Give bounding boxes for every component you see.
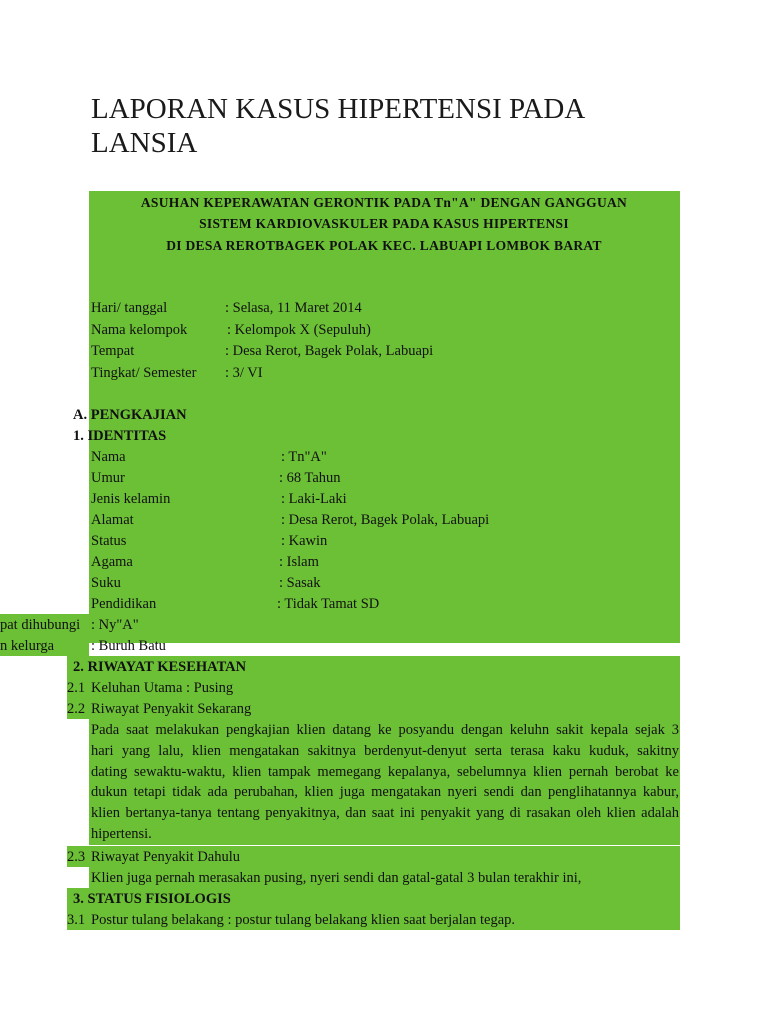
- info-label: Tempat: [91, 343, 135, 359]
- identitas-value: : Tn"A": [281, 449, 327, 465]
- contact-person-value: : Ny"A": [91, 617, 139, 633]
- identitas-value: : Kawin: [281, 533, 328, 549]
- riwayat-sekarang-paragraph: [91, 720, 679, 845]
- identitas-label: Status: [91, 533, 127, 549]
- section-a-heading: A. PENGKAJIAN: [73, 407, 187, 423]
- section-2-heading: 2. RIWAYAT KESEHATAN: [73, 659, 247, 675]
- identitas-value: : Laki-Laki: [281, 491, 347, 507]
- item-3-1-text: Postur tulang belakang : postur tulang belakang klien saat berjalan tegap.: [91, 912, 516, 928]
- item-2-1-text: Keluhan Utama : Pusing: [91, 680, 234, 696]
- identitas-label: Jenis kelamin: [91, 491, 171, 507]
- info-value: : Selasa, 11 Maret 2014: [225, 300, 362, 316]
- identitas-label: Umur: [91, 470, 125, 486]
- document-title: [91, 92, 671, 160]
- identitas-label: Suku: [91, 575, 121, 591]
- identitas-value: : 68 Tahun: [279, 470, 341, 486]
- identitas-label: Nama: [91, 449, 126, 465]
- identitas-value: : Tidak Tamat SD: [277, 596, 380, 612]
- identitas-label: Alamat: [91, 512, 134, 528]
- identitas-value: : Islam: [279, 554, 319, 570]
- title-line-2: LANSIA: [91, 127, 198, 159]
- identitas-value: : Sasak: [279, 575, 321, 591]
- section-3-heading: 3. STATUS FISIOLOGIS: [73, 891, 231, 907]
- title-line-1: LAPORAN KASUS HIPERTENSI PADA: [91, 93, 586, 125]
- identitas-label: Agama: [91, 554, 133, 570]
- info-value: : 3/ VI: [225, 365, 263, 381]
- item-2-3-text: Riwayat Penyakit Dahulu: [91, 849, 241, 865]
- info-value: : Kelompok X (Sepuluh): [227, 322, 371, 338]
- item-2-3-number: 2.3: [67, 849, 86, 865]
- item-2-2-text: Riwayat Penyakit Sekarang: [91, 701, 252, 717]
- family-occupation-label: n kelurga: [0, 638, 55, 654]
- riwayat-dahulu-text: Klien juga pernah merasakan pusing, nyeri sendi dan gatal-gatal 3 bulan terakhir ini,: [91, 870, 582, 886]
- info-label: Tingkat/ Semester: [91, 365, 197, 381]
- paragraph-line: hari yang lalu, klien mengatakan sakitnya berdenyut-denyut serta terasa kaku kuduk, sakitny: [91, 742, 679, 759]
- identitas-label: Pendidikan: [91, 596, 157, 612]
- report-heading-line-3: DI DESA REROTBAGEK POLAK KEC. LABUAPI LOMBOK BARAT: [166, 238, 602, 253]
- paragraph-line: dating sewaktu-waktu, klien tampak memegang kepalanya, sebelumnya klien pernah berobat ke: [91, 763, 679, 780]
- info-value: : Desa Rerot, Bagek Polak, Labuapi: [225, 343, 434, 359]
- family-occupation-value: : Buruh Batu: [91, 638, 166, 654]
- item-2-2-number: 2.2: [67, 701, 86, 717]
- info-label: Hari/ tanggal: [91, 300, 168, 316]
- report-heading-line-1: ASUHAN KEPERAWATAN GERONTIK PADA Tn"A" DENGAN GANGGUAN: [140, 195, 628, 210]
- paragraph-line: klien bertanya-tanya tentang penyakitnya, dan saat ini penyakit yang di rasakan oleh klien adalah: [91, 805, 679, 822]
- item-2-1-number: 2.1: [67, 680, 86, 696]
- paragraph-line: Pada saat melakukan pengkajian klien datang ke posyandu dengan keluhn sakit kepala sejak 3: [91, 722, 679, 738]
- contact-person-label: pat dihubungi: [0, 617, 81, 633]
- item-3-1-number: 3.1: [67, 912, 86, 928]
- report-heading-line-2: SISTEM KARDIOVASKULER PADA KASUS HIPERTENSI: [199, 216, 569, 231]
- paragraph-line: dukun tetapi tidak ada perubahan, klien juga mengatakan nyeri sendi dan penglihatannya kabur,: [91, 784, 679, 801]
- identitas-value: : Desa Rerot, Bagek Polak, Labuapi: [281, 512, 490, 528]
- section-1-heading: 1. IDENTITAS: [73, 428, 167, 444]
- info-label: Nama kelompok: [91, 322, 188, 338]
- paragraph-line: hipertensi.: [91, 825, 152, 842]
